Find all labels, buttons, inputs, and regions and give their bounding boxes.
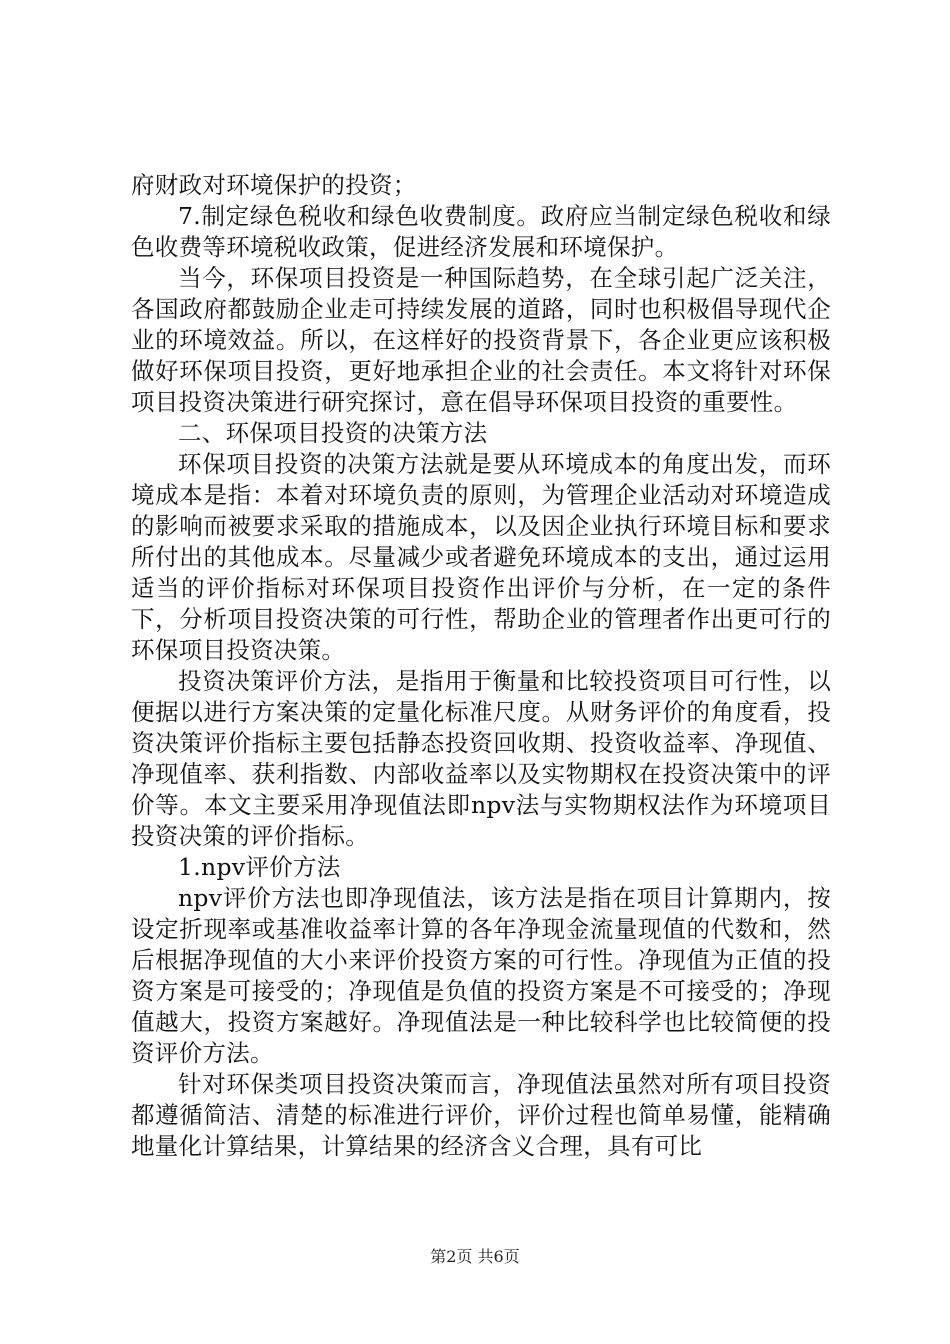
paragraph: 当今，环保项目投资是一种国际趋势，在全球引起广泛关注，各国政府都鼓励企业走可持续发展的道路，同时也积极倡导现代企业的环境效益。所以，在这样好的投资背景下，各企业更应该积极做好环保项目投资，更好地承担企业的社会责任。本文将针对环保项目投资决策进行研究探讨，意在倡导环保项目投资的重要性。 (131, 264, 831, 416)
document-body (131, 170, 831, 1162)
paragraph: 针对环保类项目投资决策而言，净现值法虽然对所有项目投资都遵循简洁、清楚的标准进行评价，评价过程也简单易懂，能精确地量化计算结果，计算结果的经济含义合理，具有可比 (131, 1070, 831, 1160)
paragraph: 环保项目投资的决策方法就是要从环境成本的角度出发，而环境成本是指：本着对环境负责的原则，为管理企业活动对环境造成的影响而被要求采取的措施成本，以及因企业执行环境目标和要求所付出的其他成本。尽量减少或者避免环境成本的支出，通过运用适当的评价指标对环保项目投资作出评价与分析，在一定的条件下，分析项目投资决策的可行性，帮助企业的管理者作出更可行的环保项目投资决策。 (131, 450, 831, 664)
paragraph: npv评价方法也即净现值法，该方法是指在项目计算期内，按设定折现率或基准收益率计算的各年净现金流量现值的代数和，然后根据净现值的大小来评价投资方案的可行性。净现值为正值的投资方案是可接受的；净现值是负值的投资方案是不可接受的；净现值越大，投资方案越好。净现值法是一种比较科学也比较简便的投资评价方法。 (131, 884, 831, 1067)
section-heading: 二、环保项目投资的决策方法 (178, 419, 488, 447)
page-number-footer: 第2页 共6页 (430, 1247, 520, 1266)
paragraph: 投资决策评价方法，是指用于衡量和比较投资项目可行性，以便据以进行方案决策的定量化标准尺度。从财务评价的角度看，投资决策评价指标主要包括静态投资回收期、投资收益率、净现值、净现值率、获利指数、内部收益率以及实物期权在投资决策中的评价等。本文主要采用净现值法即npv法与实物期权法作为环境项目投资决策的评价指标。 (131, 667, 831, 850)
subsection-heading: 1.npv评价方法 (178, 853, 341, 881)
paragraph: 府财政对环境保护的投资； (131, 171, 417, 199)
paragraph: 7.制定绿色税收和绿色收费制度。政府应当制定绿色税收和绿色收费等环境税收政策，促进经济发展和环境保护。 (131, 202, 831, 261)
